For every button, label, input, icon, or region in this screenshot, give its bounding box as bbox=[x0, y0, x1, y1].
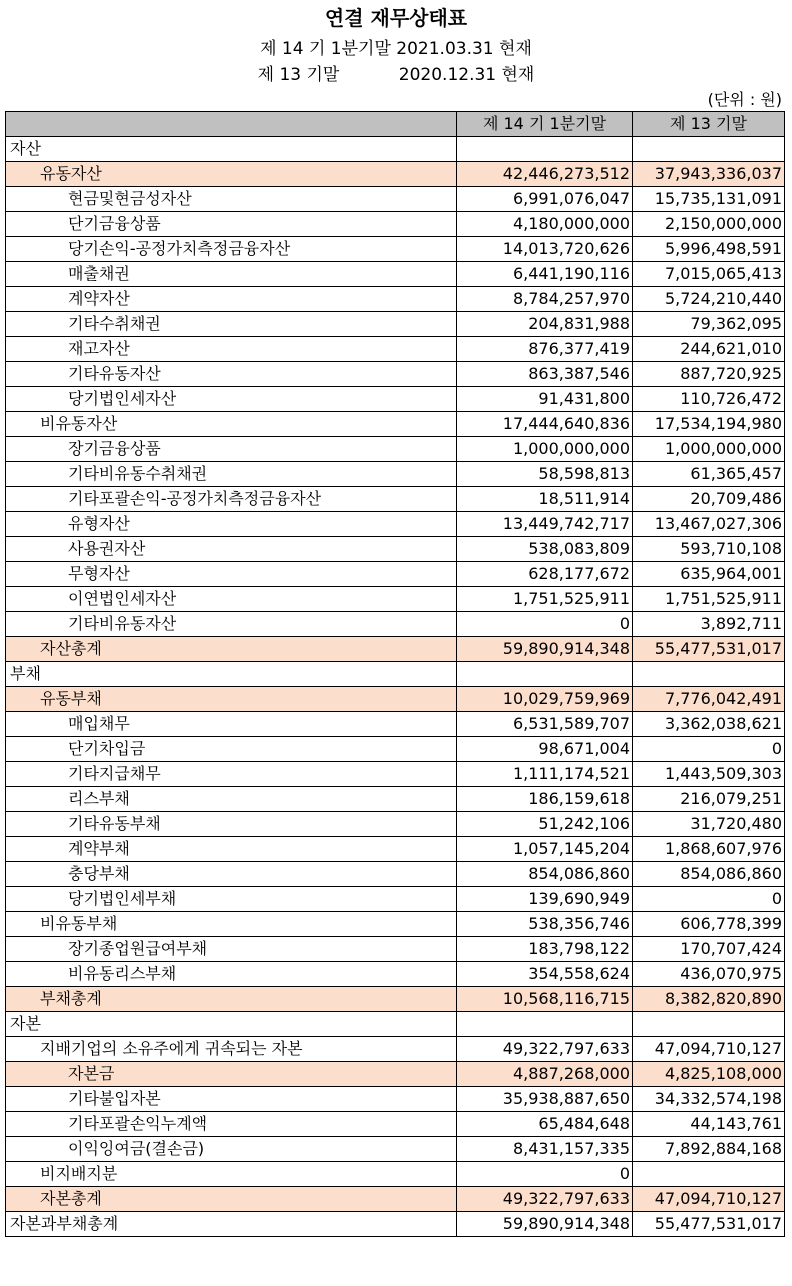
row-label: 단기차입금 bbox=[6, 737, 457, 762]
value-previous: 31,720,480 bbox=[633, 812, 785, 837]
table-row bbox=[6, 1112, 785, 1137]
value-current: 854,086,860 bbox=[457, 862, 633, 887]
value-current: 204,831,988 bbox=[457, 312, 633, 337]
value-previous: 55,477,531,017 bbox=[633, 637, 785, 662]
value-previous: 1,868,607,976 bbox=[633, 837, 785, 862]
value-current: 183,798,122 bbox=[457, 937, 633, 962]
table-row bbox=[6, 1162, 785, 1187]
row-label: 장기종업원급여부채 bbox=[6, 937, 457, 962]
row-label: 부채 bbox=[6, 662, 457, 687]
value-previous bbox=[633, 1162, 785, 1187]
value-current: 42,446,273,512 bbox=[457, 162, 633, 187]
value-previous: 1,751,525,911 bbox=[633, 587, 785, 612]
value-previous: 606,778,399 bbox=[633, 912, 785, 937]
balance-sheet-table bbox=[5, 111, 785, 1237]
table-row bbox=[6, 412, 785, 437]
value-previous: 436,070,975 bbox=[633, 962, 785, 987]
value-current: 49,322,797,633 bbox=[457, 1187, 633, 1212]
value-previous: 17,534,194,980 bbox=[633, 412, 785, 437]
table-row bbox=[6, 312, 785, 337]
value-current: 4,887,268,000 bbox=[457, 1062, 633, 1087]
table-row bbox=[6, 637, 785, 662]
row-label: 부채총계 bbox=[6, 987, 457, 1012]
table-row bbox=[6, 437, 785, 462]
value-current bbox=[457, 137, 633, 162]
value-previous: 887,720,925 bbox=[633, 362, 785, 387]
value-current: 98,671,004 bbox=[457, 737, 633, 762]
table-row bbox=[6, 1012, 785, 1037]
value-current: 1,057,145,204 bbox=[457, 837, 633, 862]
value-current: 538,083,809 bbox=[457, 537, 633, 562]
value-current: 186,159,618 bbox=[457, 787, 633, 812]
table-body bbox=[6, 137, 785, 1237]
value-current: 35,938,887,650 bbox=[457, 1087, 633, 1112]
table-row bbox=[6, 712, 785, 737]
row-label: 자산 bbox=[6, 137, 457, 162]
value-previous: 2,150,000,000 bbox=[633, 212, 785, 237]
row-label: 이연법인세자산 bbox=[6, 587, 457, 612]
value-current: 10,568,116,715 bbox=[457, 987, 633, 1012]
value-previous: 7,776,042,491 bbox=[633, 687, 785, 712]
row-label: 계약부채 bbox=[6, 837, 457, 862]
table-row bbox=[6, 837, 785, 862]
value-previous: 79,362,095 bbox=[633, 312, 785, 337]
value-previous: 0 bbox=[633, 887, 785, 912]
value-current: 8,431,157,335 bbox=[457, 1137, 633, 1162]
value-previous: 5,724,210,440 bbox=[633, 287, 785, 312]
row-label: 현금및현금성자산 bbox=[6, 187, 457, 212]
value-current bbox=[457, 662, 633, 687]
table-row bbox=[6, 212, 785, 237]
row-label: 비지배지분 bbox=[6, 1162, 457, 1187]
row-label: 기타포괄손익누계액 bbox=[6, 1112, 457, 1137]
row-label: 재고자산 bbox=[6, 337, 457, 362]
value-current: 538,356,746 bbox=[457, 912, 633, 937]
value-previous: 0 bbox=[633, 737, 785, 762]
table-row bbox=[6, 262, 785, 287]
table-row bbox=[6, 787, 785, 812]
table-row bbox=[6, 687, 785, 712]
value-previous: 854,086,860 bbox=[633, 862, 785, 887]
table-row bbox=[6, 362, 785, 387]
value-current: 58,598,813 bbox=[457, 462, 633, 487]
value-current: 14,013,720,626 bbox=[457, 237, 633, 262]
column-header-previous: 제 13 기말 bbox=[633, 112, 785, 137]
value-previous: 44,143,761 bbox=[633, 1112, 785, 1137]
row-label: 기타수취채권 bbox=[6, 312, 457, 337]
value-previous: 20,709,486 bbox=[633, 487, 785, 512]
table-row bbox=[6, 137, 785, 162]
value-current: 6,441,190,116 bbox=[457, 262, 633, 287]
row-label: 매입채무 bbox=[6, 712, 457, 737]
row-label: 기타불입자본 bbox=[6, 1087, 457, 1112]
table-row bbox=[6, 487, 785, 512]
row-label: 기타포괄손익-공정가치측정금융자산 bbox=[6, 487, 457, 512]
row-label: 유동자산 bbox=[6, 162, 457, 187]
value-previous: 110,726,472 bbox=[633, 387, 785, 412]
table-row bbox=[6, 187, 785, 212]
value-current: 1,111,174,521 bbox=[457, 762, 633, 787]
value-current: 18,511,914 bbox=[457, 487, 633, 512]
table-row bbox=[6, 1037, 785, 1062]
row-label: 자본금 bbox=[6, 1062, 457, 1087]
value-previous bbox=[633, 1012, 785, 1037]
table-row bbox=[6, 912, 785, 937]
value-previous: 593,710,108 bbox=[633, 537, 785, 562]
table-row bbox=[6, 562, 785, 587]
row-label: 기타비유동수취채권 bbox=[6, 462, 457, 487]
table-row bbox=[6, 512, 785, 537]
row-label: 장기금융상품 bbox=[6, 437, 457, 462]
table-row bbox=[6, 862, 785, 887]
unit-label: (단위 : 원) bbox=[707, 90, 782, 109]
table-row bbox=[6, 237, 785, 262]
value-current: 49,322,797,633 bbox=[457, 1037, 633, 1062]
value-current: 59,890,914,348 bbox=[457, 1212, 633, 1237]
value-previous: 61,365,457 bbox=[633, 462, 785, 487]
value-current: 0 bbox=[457, 612, 633, 637]
row-label: 비유동부채 bbox=[6, 912, 457, 937]
table-row bbox=[6, 962, 785, 987]
table-row bbox=[6, 812, 785, 837]
row-label: 자본과부채총계 bbox=[6, 1212, 457, 1237]
table-row bbox=[6, 662, 785, 687]
table-row bbox=[6, 587, 785, 612]
table-row bbox=[6, 987, 785, 1012]
value-previous: 3,892,711 bbox=[633, 612, 785, 637]
value-current: 17,444,640,836 bbox=[457, 412, 633, 437]
row-label: 무형자산 bbox=[6, 562, 457, 587]
row-label: 기타지급채무 bbox=[6, 762, 457, 787]
value-previous: 3,362,038,621 bbox=[633, 712, 785, 737]
value-current bbox=[457, 1012, 633, 1037]
value-previous: 13,467,027,306 bbox=[633, 512, 785, 537]
value-current: 139,690,949 bbox=[457, 887, 633, 912]
value-current: 354,558,624 bbox=[457, 962, 633, 987]
value-current: 10,029,759,969 bbox=[457, 687, 633, 712]
row-label: 당기손익-공정가치측정금융자산 bbox=[6, 237, 457, 262]
value-current: 65,484,648 bbox=[457, 1112, 633, 1137]
row-label: 리스부채 bbox=[6, 787, 457, 812]
row-label: 매출채권 bbox=[6, 262, 457, 287]
row-label: 단기금융상품 bbox=[6, 212, 457, 237]
value-previous: 170,707,424 bbox=[633, 937, 785, 962]
value-previous: 15,735,131,091 bbox=[633, 187, 785, 212]
value-previous: 635,964,001 bbox=[633, 562, 785, 587]
row-label: 당기법인세부채 bbox=[6, 887, 457, 912]
value-previous: 1,443,509,303 bbox=[633, 762, 785, 787]
value-current: 876,377,419 bbox=[457, 337, 633, 362]
period-current: 제 14 기 1분기말 2021.03.31 현재 bbox=[260, 39, 532, 59]
row-label: 이익잉여금(결손금) bbox=[6, 1137, 457, 1162]
value-current: 4,180,000,000 bbox=[457, 212, 633, 237]
value-previous bbox=[633, 662, 785, 687]
value-current: 13,449,742,717 bbox=[457, 512, 633, 537]
value-current: 91,431,800 bbox=[457, 387, 633, 412]
row-label: 비유동자산 bbox=[6, 412, 457, 437]
table-header-row bbox=[6, 112, 785, 137]
value-previous: 47,094,710,127 bbox=[633, 1037, 785, 1062]
value-current: 628,177,672 bbox=[457, 562, 633, 587]
value-current: 59,890,914,348 bbox=[457, 637, 633, 662]
row-label: 충당부채 bbox=[6, 862, 457, 887]
value-current: 1,751,525,911 bbox=[457, 587, 633, 612]
table-row bbox=[6, 887, 785, 912]
row-label: 지배기업의 소유주에게 귀속되는 자본 bbox=[6, 1037, 457, 1062]
table-row bbox=[6, 1137, 785, 1162]
row-label: 비유동리스부채 bbox=[6, 962, 457, 987]
row-label: 기타유동자산 bbox=[6, 362, 457, 387]
table-row bbox=[6, 462, 785, 487]
table-row bbox=[6, 537, 785, 562]
value-previous: 55,477,531,017 bbox=[633, 1212, 785, 1237]
value-previous: 7,892,884,168 bbox=[633, 1137, 785, 1162]
value-current: 6,531,589,707 bbox=[457, 712, 633, 737]
value-current: 8,784,257,970 bbox=[457, 287, 633, 312]
row-label: 기타유동부채 bbox=[6, 812, 457, 837]
row-label: 계약자산 bbox=[6, 287, 457, 312]
table-row bbox=[6, 1087, 785, 1112]
value-previous: 47,094,710,127 bbox=[633, 1187, 785, 1212]
value-previous: 244,621,010 bbox=[633, 337, 785, 362]
table-row bbox=[6, 1062, 785, 1087]
value-previous: 216,079,251 bbox=[633, 787, 785, 812]
row-label: 유형자산 bbox=[6, 512, 457, 537]
period-previous: 제 13 기말 2020.12.31 현재 bbox=[257, 65, 535, 85]
row-label: 사용권자산 bbox=[6, 537, 457, 562]
value-previous: 4,825,108,000 bbox=[633, 1062, 785, 1087]
table-row bbox=[6, 162, 785, 187]
value-current: 51,242,106 bbox=[457, 812, 633, 837]
value-previous bbox=[633, 137, 785, 162]
column-header-current: 제 14 기 1분기말 bbox=[457, 112, 633, 137]
document-title: 연결 재무상태표 bbox=[324, 6, 468, 30]
value-current: 0 bbox=[457, 1162, 633, 1187]
value-previous: 5,996,498,591 bbox=[633, 237, 785, 262]
table-row bbox=[6, 762, 785, 787]
row-label: 자본 bbox=[6, 1012, 457, 1037]
value-previous: 34,332,574,198 bbox=[633, 1087, 785, 1112]
table-row bbox=[6, 387, 785, 412]
row-label: 기타비유동자산 bbox=[6, 612, 457, 637]
value-current: 6,991,076,047 bbox=[457, 187, 633, 212]
value-previous: 7,015,065,413 bbox=[633, 262, 785, 287]
table-row bbox=[6, 287, 785, 312]
value-previous: 37,943,336,037 bbox=[633, 162, 785, 187]
table-row bbox=[6, 937, 785, 962]
row-label: 유동부채 bbox=[6, 687, 457, 712]
table-row bbox=[6, 737, 785, 762]
value-previous: 1,000,000,000 bbox=[633, 437, 785, 462]
row-label: 자본총계 bbox=[6, 1187, 457, 1212]
value-current: 1,000,000,000 bbox=[457, 437, 633, 462]
column-header-label bbox=[6, 112, 457, 137]
table-row bbox=[6, 1187, 785, 1212]
row-label: 당기법인세자산 bbox=[6, 387, 457, 412]
table-row bbox=[6, 1212, 785, 1237]
row-label: 자산총계 bbox=[6, 637, 457, 662]
table-row bbox=[6, 612, 785, 637]
value-current: 863,387,546 bbox=[457, 362, 633, 387]
table-row bbox=[6, 337, 785, 362]
value-previous: 8,382,820,890 bbox=[633, 987, 785, 1012]
